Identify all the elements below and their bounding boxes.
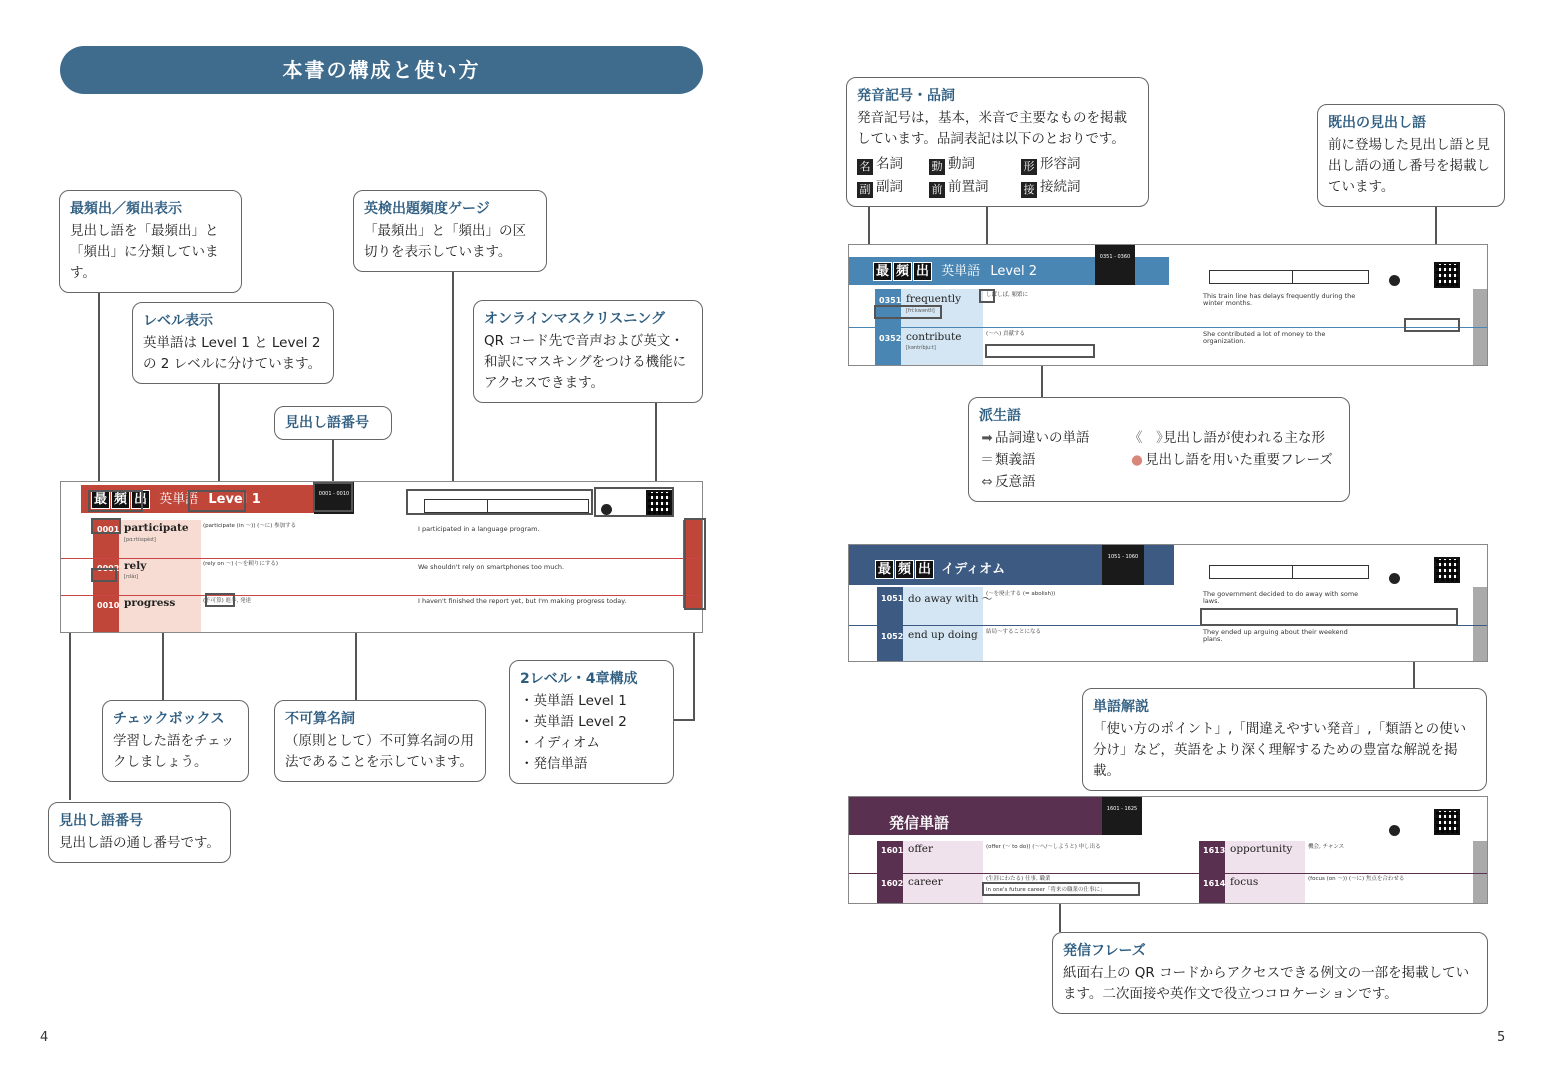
highlight-frequency-badge xyxy=(88,490,143,512)
headword: do away with ～ xyxy=(908,593,993,605)
section-label: 発信単語 xyxy=(889,814,950,832)
badge-freq: 頻 xyxy=(895,560,914,579)
pos-mark: 前 xyxy=(929,182,945,198)
example: We shouldn't rely on smartphones too much. xyxy=(418,563,565,571)
pos-item xyxy=(929,154,1021,175)
example: They ended up arguing about their weekend plans. xyxy=(1203,628,1348,643)
qr-code xyxy=(1434,557,1460,583)
definition: (生涯にわたる) 仕事, 職業 xyxy=(986,876,1051,882)
headword: end up doing xyxy=(908,629,978,641)
range-box xyxy=(1102,797,1142,835)
badge-out: 出 xyxy=(913,262,932,281)
badge-most: 最 xyxy=(873,262,892,281)
entry-number: 0002 xyxy=(97,564,120,573)
section-label: 英単語 xyxy=(941,264,981,279)
callout-body: 英単語は Level 1 と Level 2 の 2 レベルに分けています。 xyxy=(143,335,322,372)
pos-item xyxy=(929,177,1021,198)
badge-freq: 頻 xyxy=(111,490,130,509)
callout-heading: レベル表示 xyxy=(143,313,213,329)
headphone-icon xyxy=(1389,275,1400,286)
highlight-range xyxy=(313,482,353,512)
callout-level xyxy=(132,302,334,384)
pos-item xyxy=(857,177,929,198)
pos-label: 副詞 xyxy=(876,179,903,195)
pos-item xyxy=(857,154,929,175)
callout-heading: 不可算名詞 xyxy=(285,711,355,727)
headword: opportunity xyxy=(1230,843,1293,855)
section-label: イディオム xyxy=(941,562,1006,577)
legend-item xyxy=(979,472,1129,493)
example: She contributed a lot of money to the organization. xyxy=(1203,330,1326,345)
definition: (rely on ～) (～を頼りにする) xyxy=(203,561,278,567)
highlight-derivative xyxy=(985,344,1095,358)
entry-number: 0001 xyxy=(97,525,120,534)
highlight-already xyxy=(1404,318,1460,332)
legend-label: 反意語 xyxy=(995,474,1036,490)
headword: rely xyxy=(124,560,147,572)
page-number-left: 4 xyxy=(40,1030,49,1045)
definition: 結局～することになる xyxy=(986,629,1042,635)
arrow-right-icon: ➡ xyxy=(981,430,993,446)
callout-already xyxy=(1317,104,1505,207)
qr-code xyxy=(1434,262,1460,288)
pos-mark: 名 xyxy=(857,159,873,175)
callout-heading: 発音記号・品詞 xyxy=(857,88,955,104)
badge-most: 最 xyxy=(875,560,894,579)
highlight-gauge xyxy=(406,489,593,515)
highlight-pos xyxy=(979,289,995,303)
pos-label: 前置詞 xyxy=(948,179,989,195)
definition: (participate (in ～)) (～に) 参加する xyxy=(203,523,297,529)
legend-label: 見出し語を用いた重要フレーズ xyxy=(1145,452,1333,468)
callout-heading: チェックボックス xyxy=(113,711,225,727)
callout-phonetics xyxy=(846,77,1149,207)
phrase-dot-icon: ● xyxy=(1131,452,1143,468)
callout-body: （原則として）不可算名詞の用法であることを示しています。 xyxy=(285,733,474,770)
list-item: ・ 英単語 Level 1 xyxy=(520,691,663,712)
headphone-icon xyxy=(1389,825,1400,836)
legend-item xyxy=(979,450,1129,471)
pos-label: 接続詞 xyxy=(1040,179,1081,195)
entry-number: 0010 xyxy=(97,601,120,610)
entry-number: 1613 xyxy=(1203,846,1226,855)
entry-number: 1051 xyxy=(881,594,904,603)
callout-heading: 見出し語番号 xyxy=(285,415,369,431)
callout-heading: 最頻出／頻出表示 xyxy=(70,201,182,217)
entry-number: 0352 xyxy=(879,334,902,343)
frequency-gauge xyxy=(1209,270,1369,284)
headword: participate xyxy=(124,522,189,534)
phonetic: [fríːkwəntli] xyxy=(906,308,935,314)
phonetic: [kəntríbjuːt] xyxy=(906,345,936,351)
callout-online xyxy=(473,300,703,403)
callout-freq-display xyxy=(59,190,242,293)
pos-label: 動詞 xyxy=(948,156,975,172)
pos-mark: 動 xyxy=(929,159,945,175)
callout-body: 発音記号は，基本，米音で主要なものを掲載しています。品詞表記は以下のとおりです。 xyxy=(857,110,1127,147)
page-number-right: 5 xyxy=(1497,1030,1506,1045)
derivative-legend xyxy=(979,428,1339,493)
callout-body: 「最頻出」と「頻出」の区切りを表示しています。 xyxy=(364,223,526,260)
entry-number: 0351 xyxy=(879,296,902,305)
highlight-checkbox xyxy=(91,568,117,582)
highlight-side-tab xyxy=(684,518,706,610)
highlight-explanation xyxy=(1200,608,1458,626)
pos-item xyxy=(1021,177,1111,198)
page-title: 本書の構成と使い方 xyxy=(60,46,703,94)
callout-structure xyxy=(509,660,674,784)
definition: (offer (～ to do)) (～へ/～しようと) 申し出る xyxy=(986,844,1101,850)
callout-body: 前に登場した見出し語と見出し語の通し番号を掲載しています。 xyxy=(1328,137,1490,195)
headphone-icon xyxy=(1389,573,1400,584)
hasshin-header xyxy=(849,797,1111,835)
pos-mark: 接 xyxy=(1021,182,1037,198)
legend-item xyxy=(1129,450,1359,471)
badge-most: 最 xyxy=(91,490,110,509)
badge-out: 出 xyxy=(915,560,934,579)
brackets-icon: 《 》 xyxy=(1129,430,1170,446)
range-label: 0001 - 0010 xyxy=(318,491,350,497)
pos-label: 形容詞 xyxy=(1040,156,1081,172)
callout-heading: 英検出題頻度ゲージ xyxy=(364,201,490,217)
callout-gauge xyxy=(353,190,547,272)
callout-heading: 単語解説 xyxy=(1093,699,1149,715)
list-item: ・ 英単語 Level 2 xyxy=(520,712,663,733)
callout-entry-number-bottom xyxy=(48,802,231,863)
entry-number: 1052 xyxy=(881,632,904,641)
phonetic: [rɪláɪ] xyxy=(124,574,139,580)
legend-item xyxy=(979,428,1129,449)
section-label: 英単語 xyxy=(159,492,199,507)
highlight-entry-number xyxy=(874,305,942,319)
phrase: in one's future career「将来の職業の仕事に」 xyxy=(986,887,1106,893)
level-label: Level 1 xyxy=(208,492,261,507)
callout-heading: 見出し語番号 xyxy=(59,813,143,829)
callout-body: 見出し語を「最頻出」と「頻出」に分類しています。 xyxy=(70,223,219,281)
callout-phrase xyxy=(1052,932,1488,1014)
legend-item xyxy=(1129,428,1359,449)
range-label: 1051 - 1060 xyxy=(1107,554,1139,560)
list-item: ・ 発信単語 xyxy=(520,754,663,775)
level2-sample-page xyxy=(848,244,1488,366)
callout-body: QR コード先で音声および英文・和訳にマスキングをつける機能にアクセスできます。 xyxy=(484,333,687,391)
callout-body: 紙面右上の QR コードからアクセスできる例文の一部を掲載しています。二次面接や英作文で役立つコロケーションです。 xyxy=(1063,965,1470,1002)
phonetic: [pɑːrtísɪpèɪt] xyxy=(124,537,156,543)
double-arrow-icon: ⇔ xyxy=(981,474,993,490)
example: The government decided to do away with some laws. xyxy=(1203,590,1359,605)
legend-label: 品詞違いの単語 xyxy=(995,430,1090,446)
entry-number: 1601 xyxy=(881,846,904,855)
callout-uncountable xyxy=(274,700,486,782)
callout-heading: 発信フレーズ xyxy=(1063,943,1146,959)
headword: career xyxy=(908,876,943,888)
example: I participated in a language program. xyxy=(418,525,540,533)
list-item: ・ イディオム xyxy=(520,733,663,754)
callout-heading: オンラインマスクリスニング xyxy=(484,311,666,327)
highlight-uncountable xyxy=(205,593,235,607)
example: I haven't finished the report yet, but I'm making progress today. xyxy=(418,597,627,605)
highlight-qr xyxy=(594,487,674,517)
entry-number: 1602 xyxy=(881,879,904,888)
legend-label: 見出し語が使われる主な形 xyxy=(1163,430,1325,446)
example: This train line has delays frequently during the winter months. xyxy=(1203,292,1356,307)
callout-body: 「使い方のポイント」,「間違えやすい発音」,「類語との使い分け」など，英語をより深く理解するための豊富な解説を掲載。 xyxy=(1093,721,1467,779)
badge-out: 出 xyxy=(131,490,150,509)
definition: (focus (on ～)) (～に) 焦点を合わせる xyxy=(1308,876,1405,882)
callout-checkbox xyxy=(102,700,249,782)
equals-icon: ＝ xyxy=(980,452,994,468)
range-box xyxy=(1102,545,1144,585)
pos-mark: 形 xyxy=(1021,159,1037,175)
pos-item xyxy=(1021,154,1111,175)
structure-list xyxy=(520,691,663,775)
callout-explanation xyxy=(1082,688,1487,791)
callout-body: 学習した語をチェックしましょう。 xyxy=(113,733,235,770)
highlight-level xyxy=(188,490,246,512)
range-label: 1601 - 1625 xyxy=(1106,806,1138,812)
headword: offer xyxy=(908,843,934,855)
hasshin-sample-page xyxy=(848,796,1488,904)
range-box xyxy=(1095,245,1135,285)
qr-code xyxy=(1434,809,1460,835)
callout-heading: 派生語 xyxy=(979,408,1021,424)
callout-body: 見出し語の通し番号です。 xyxy=(59,835,220,851)
headword: contribute xyxy=(906,331,962,343)
definition: (～へ) 貢献する xyxy=(986,331,1026,337)
definition: (不可算) 進歩, 発達 xyxy=(203,598,252,604)
pos-label: 名詞 xyxy=(876,156,903,172)
callout-heading: 2レベル・4章構成 xyxy=(520,671,638,687)
headword: focus xyxy=(1230,876,1259,888)
highlight-phrase xyxy=(982,882,1140,896)
frequency-gauge xyxy=(1209,565,1369,579)
idiom-sample-page xyxy=(848,544,1488,662)
range-label: 0351 - 0360 xyxy=(1099,254,1131,260)
callout-heading: 既出の見出し語 xyxy=(1328,115,1426,131)
callout-derivative xyxy=(968,397,1350,502)
level-label: Level 2 xyxy=(990,264,1038,279)
legend-label: 類義語 xyxy=(995,452,1036,468)
definition: しばしば, 頻繁に xyxy=(986,292,1028,298)
pos-legend xyxy=(857,154,1138,198)
definition: 機会, チャンス xyxy=(1308,844,1345,850)
highlight-entry-number xyxy=(91,518,121,534)
callout-entry-number-top xyxy=(274,406,392,440)
headword: frequently xyxy=(906,293,962,305)
headword: progress xyxy=(124,597,176,609)
badge-freq: 頻 xyxy=(893,262,912,281)
definition: (～を廃止する (= abolish)) xyxy=(986,591,1056,597)
pos-mark: 副 xyxy=(857,182,873,198)
entry-number: 1614 xyxy=(1203,879,1226,888)
